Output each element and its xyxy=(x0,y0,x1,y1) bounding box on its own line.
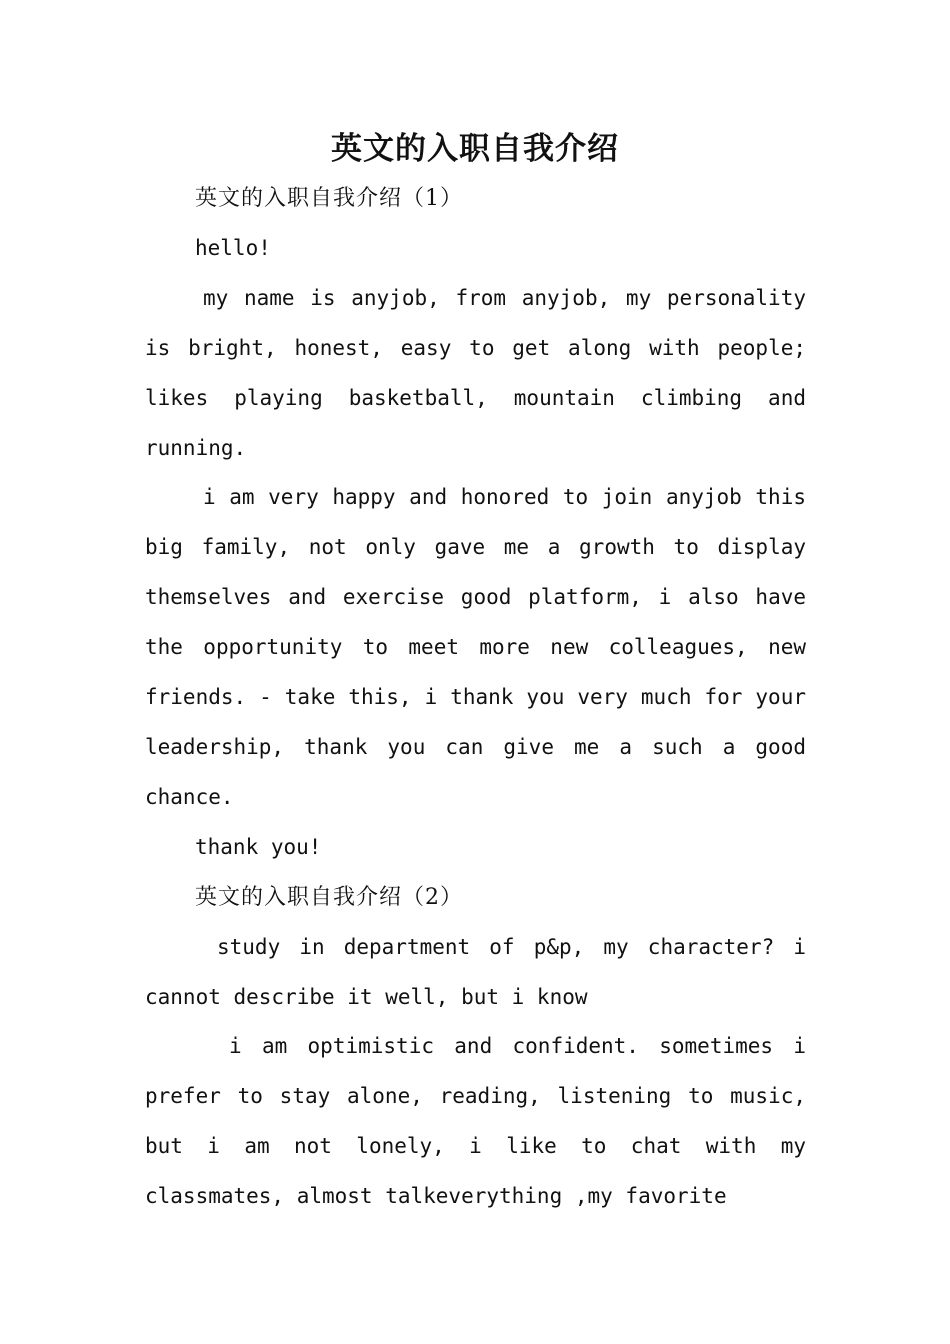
document-title: 英文的入职自我介绍 xyxy=(331,131,619,167)
section-heading-2: 英文的入职自我介绍（2） xyxy=(195,884,463,910)
section-heading-1: 英文的入职自我介绍（1） xyxy=(195,186,463,211)
paragraph-thanks: thank you! xyxy=(195,834,322,859)
paragraph-joining: i am very happy and honored to join anyjob this big family, not only gave me a growth to display themselves and exercise good platform, i also have the opportunity to meet more new colleagues, new friends. - take this, i thank you very much for your leadership, thank you can give me a such a good chance. xyxy=(145,485,806,809)
paragraph-character: i am optimistic and confident. sometimes i prefer to stay alone, reading, listening to music, but i am not lonely, i like to chat with my classmates, almost talkeverything ,my favorite xyxy=(145,1034,806,1209)
paragraph-greeting: hello! xyxy=(195,235,271,260)
document-body xyxy=(145,174,806,1222)
paragraph-introduction: my name is anyjob, from anyjob, my personality is bright, honest, easy to get along with people; likes playing basketball, mountain climbing and running. xyxy=(145,285,806,460)
paragraph-study: study in department of p&p, my character? i cannot describe it well, but i know xyxy=(145,934,806,1009)
